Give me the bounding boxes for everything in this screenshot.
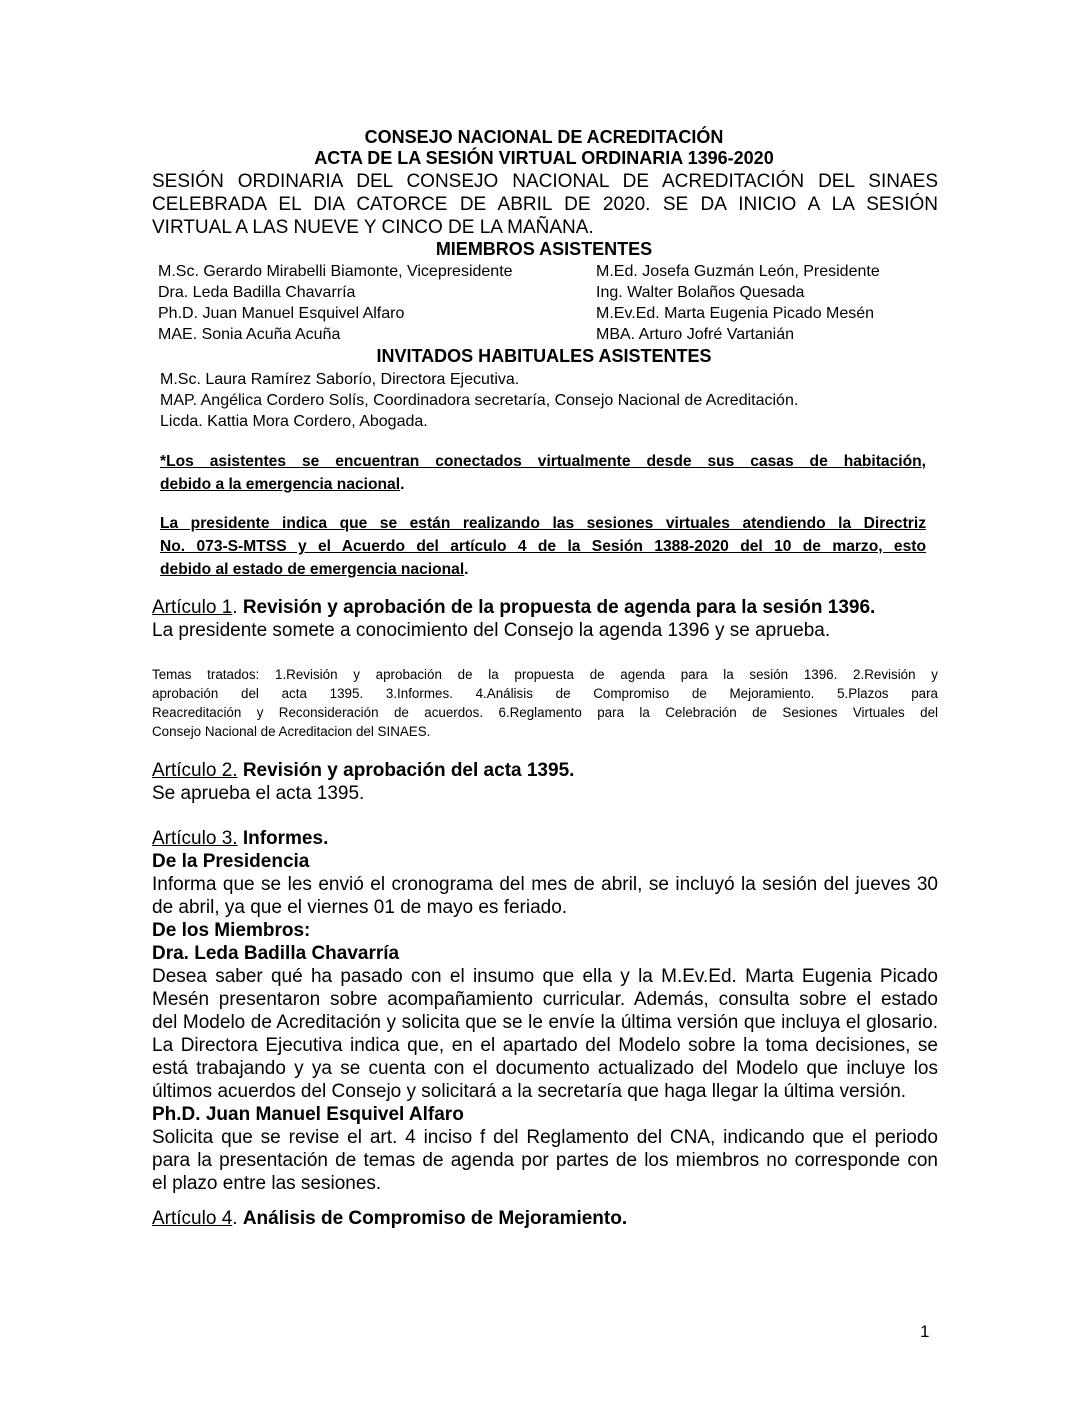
article2-text: Se aprueba el acta 1395. [152,783,365,804]
member-left-2: Dra. Leda Badilla Chavarría [158,284,356,301]
member-right-4: MBA. Arturo Jofré Vartanián [596,326,795,343]
member-report-2-name: Ph.D. Juan Manuel Esquivel Alfaro [152,1104,464,1125]
member-left-4: MAE. Sonia Acuña Acuña [158,326,341,343]
topics-line-2: aprobación del acta 1395. 3.Informes. 4.Análisis de Compromiso de Mejoramiento. 5.Plazos para [152,686,938,701]
session-intro [152,170,938,239]
member-right-1: M.Ed. Josefa Guzmán León, Presidente [596,263,880,280]
guest-item-2: MAP. Angélica Cordero Solís, Coordinadora secretaría, Consejo Nacional de Acreditación. [160,392,799,409]
note2-line-2: No. 073-S-MTSS y el Acuerdo del artículo 4 de la Sesión 1388-2020 del 10 de marzo, esto [160,538,926,555]
member2-line-2: para la presentación de temas de agenda por partes de los miembros no corresponde con [152,1150,938,1171]
member1-line-4: La Directora Ejecutiva indica que, en el apartado del Modelo sobre la toma decisiones, se [152,1035,938,1056]
members-heading: MIEMBROS ASISTENTES [435,239,653,259]
document-title [150,127,938,169]
member1-line-3: del Modelo de Acreditación y solicita que se le envíe la última versión que incluya el glosario. [152,1012,938,1033]
note-directive [160,512,926,581]
member1-line-1: Desea saber qué ha pasado con el insumo que ella y la M.Ev.Ed. Marta Eugenia Picado [152,966,938,987]
presidency-line-2: de abril, ya que el viernes 01 de mayo es feriado. [152,897,568,918]
article2-title: Revisión y aprobación del acta 1395. [242,760,575,781]
article1-sep: . [232,597,243,618]
guest-item-3: Licda. Kattia Mora Cordero, Abogada. [160,413,428,430]
page-number: 1 [920,1322,930,1341]
intro-line-2: CELEBRADA EL DIA CATORCE DE ABRIL DE 2020. SE DA INICIO A LA SESIÓN [152,194,938,215]
member1-line-6: últimos acuerdos del Consejo y solicitará a la secretaría que haga llegar la última versión. [152,1081,907,1102]
member1-line-5: está trabajando y ya se cuenta con el documento actualizado del Modelo que incluye los [152,1058,938,1079]
article-2 [152,759,938,805]
member-left-1: M.Sc. Gerardo Mirabelli Biamonte, Vicepresidente [158,263,513,280]
note2-line-3: debido al estado de emergencia nacional [160,561,465,578]
member2-line-3: el plazo entre las sesiones. [152,1173,382,1194]
note1-end: . [400,476,405,493]
article-4 [152,1207,938,1230]
article4-label: Artículo 4 [152,1208,233,1229]
note1-line-2: debido a la emergencia nacional [160,476,401,493]
note1-line-1: *Los asistentes se encuentran conectados virtualmente desde sus casas de habitación, [160,453,926,470]
title-line-1: CONSEJO NACIONAL DE ACREDITACIÓN [364,127,724,147]
article3-sub-presidency: De la Presidencia [152,851,310,872]
topics-line-3: Reacreditación y Reconsideración de acuerdos. 6.Reglamento para la Celebración de Sesiones Virtuales del [152,705,938,720]
article1-text: La presidente somete a conocimiento del Consejo la agenda 1396 y se aprueba. [152,620,831,641]
article4-sep: . [232,1208,243,1229]
article1-label: Artículo 1 [152,597,233,618]
guests-list [160,369,946,432]
member-right-3: M.Ev.Ed. Marta Eugenia Picado Mesén [596,305,875,322]
member2-line-1: Solicita que se revise el art. 4 inciso f del Reglamento del CNA, indicando que el periodo [152,1127,938,1148]
topics-line-1: Temas tratados: 1.Revisión y aprobación de la propuesta de agenda para la sesión 1396. 2.Revisión y [152,667,938,682]
note2-end: . [464,561,469,578]
guests-heading: INVITADOS HABITUALES ASISTENTES [376,346,712,366]
topics-line-4: Consejo Nacional de Acreditacion del SINAES. [152,724,431,739]
note2-line-1: La presidente indica que se están realizando las sesiones virtuales atendiendo la Directriz [160,515,926,532]
note-virtual-attendance [160,450,926,496]
article4-title: Análisis de Compromiso de Mejoramiento. [242,1208,628,1229]
article-3 [152,827,938,1195]
article3-sub-members: De los Miembros: [152,920,311,941]
article2-label: Artículo 2. [152,760,238,781]
member-report-1-name: Dra. Leda Badilla Chavarría [152,943,400,964]
intro-line-1: SESIÓN ORDINARIA DEL CONSEJO NACIONAL DE ACREDITACIÓN DEL SINAES [152,171,938,192]
article-1 [152,596,938,642]
guest-item-1: M.Sc. Laura Ramírez Saborío, Directora Ejecutiva. [160,371,520,388]
article1-title: Revisión y aprobación de la propuesta de agenda para la sesión 1396. [242,597,876,618]
member-right-2: Ing. Walter Bolaños Quesada [596,284,805,301]
intro-line-3: VIRTUAL A LAS NUEVE Y CINCO DE LA MAÑANA. [152,217,594,238]
member1-line-2: Mesén presentaron sobre acompañamiento curricular. Además, consulta sobre el estado [152,989,938,1010]
article3-title: Informes. [242,828,329,849]
article1-topics [152,665,938,741]
presidency-line-1: Informa que se les envió el cronograma del mes de abril, se incluyó la sesión del jueves 30 [152,874,938,895]
title-line-2: ACTA DE LA SESIÓN VIRTUAL ORDINARIA 1396-2020 [314,148,774,168]
article3-label: Artículo 3. [152,828,238,849]
member-left-3: Ph.D. Juan Manuel Esquivel Alfaro [158,305,405,322]
